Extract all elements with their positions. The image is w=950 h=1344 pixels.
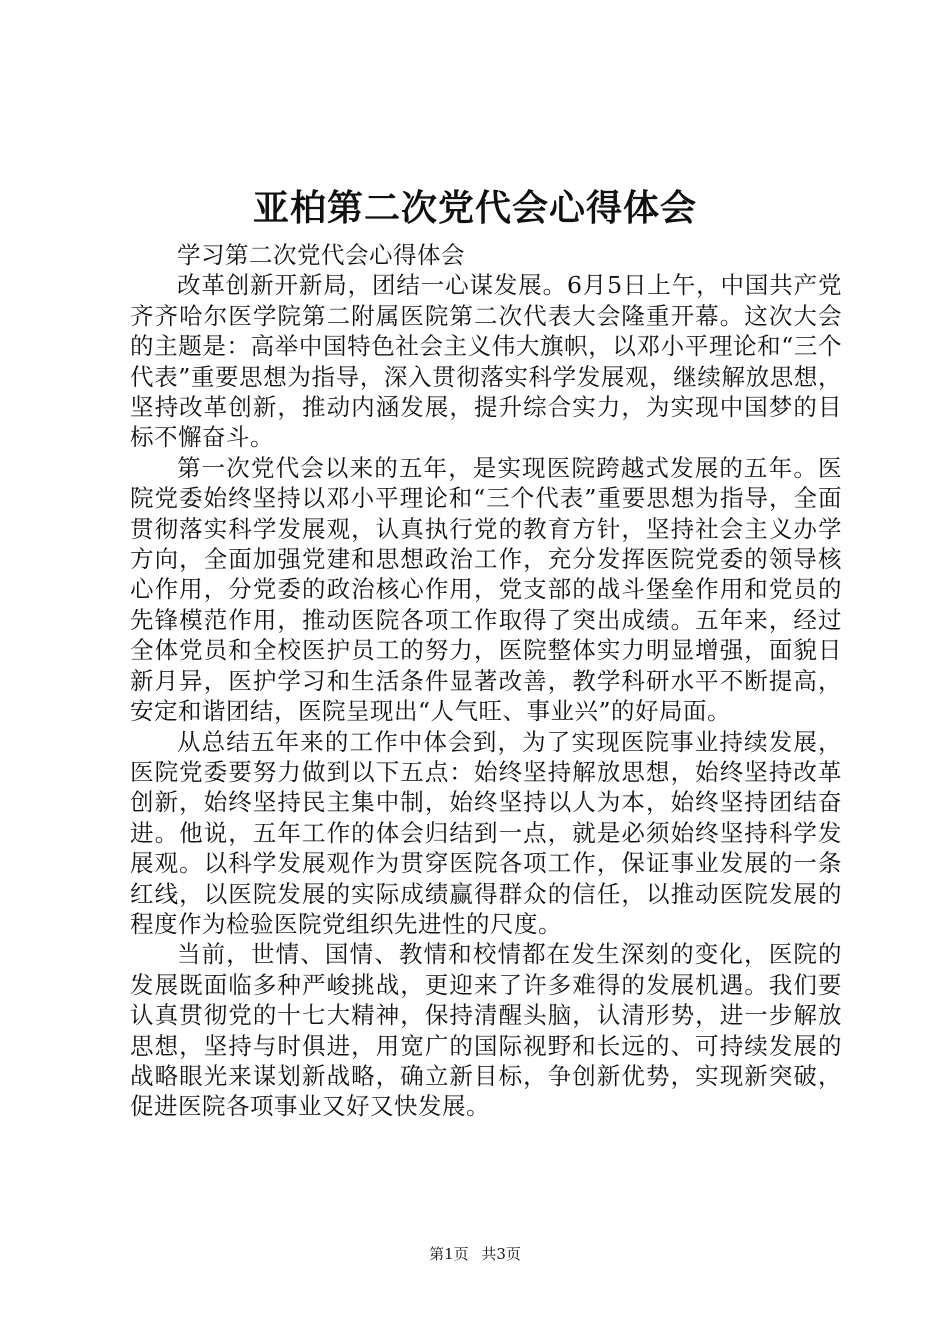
body-paragraph: 从总结五年来的工作中体会到，为了实现医院事业持续发展，医院党委要努力做到以下五点：始终坚持解放思想，始终坚持改革创新，始终坚持民主集中制，始终坚持以人为本，始终坚持团结奋进。他说，五年工作的体会归结到一点，就是必须始终坚持科学发展观。以科学发展观作为贯穿医院各项工作，保证事业发展的一条红线，以医院发展的实际成绩赢得群众的信任，以推动医院发展的程度作为检验医院党组织先进性的尺度。 bbox=[130, 727, 842, 938]
subtitle-paragraph: 学习第二次党代会心得体会 bbox=[177, 241, 465, 269]
document-title: 亚柏第二次党代会心得体会 bbox=[252, 187, 697, 229]
body-paragraph: 当前，世情、国情、教情和校情都在发生深刻的变化，医院的发展既面临多种严峻挑战，更迎来了许多难得的发展机遇。我们要认真贯彻党的十七大精神，保持清醒头脑，认清形势，进一步解放思想，坚持与时俱进，用宽广的国际视野和长远的、可持续发展的战略眼光来谋划新战略，确立新目标，争创新优势，实现新突破，促进医院各项事业又好又快发展。 bbox=[130, 940, 842, 1121]
page-footer bbox=[0, 1244, 950, 1264]
body-paragraph: 改革创新开新局，团结一心谋发展。6月5日上午，中国共产党齐齐哈尔医学院第二附属医院第二次代表大会隆重开幕。这次大会的主题是：高举中国特色社会主义伟大旗帜，以邓小平理论和“三个代表”重要思想为指导，深入贯彻落实科学发展观，继续解放思想，坚持改革创新，推动内涵发展，提升综合实力，为实现中国梦的目标不懈奋斗。 bbox=[130, 271, 842, 452]
page-number: 第1页 bbox=[429, 1245, 469, 1263]
body-paragraph: 第一次党代会以来的五年，是实现医院跨越式发展的五年。医院党委始终坚持以邓小平理论和“三个代表”重要思想为指导，全面贯彻落实科学发展观，认真执行党的教育方针，坚持社会主义办学方向，全面加强党建和思想政治工作，充分发挥医院党委的领导核心作用，分党委的政治核心作用，党支部的战斗堡垒作用和党员的先锋模范作用，推动医院各项工作取得了突出成绩。五年来，经过全体党员和全校医护员工的努力，医院整体实力明显增强，面貌日新月异，医护学习和生活条件显著改善，教学科研水平不断提高，安定和谐团结，医院呈现出“人气旺、事业兴”的好局面。 bbox=[130, 453, 842, 726]
document-body bbox=[130, 240, 842, 1122]
page-total: 共3页 bbox=[481, 1245, 521, 1263]
